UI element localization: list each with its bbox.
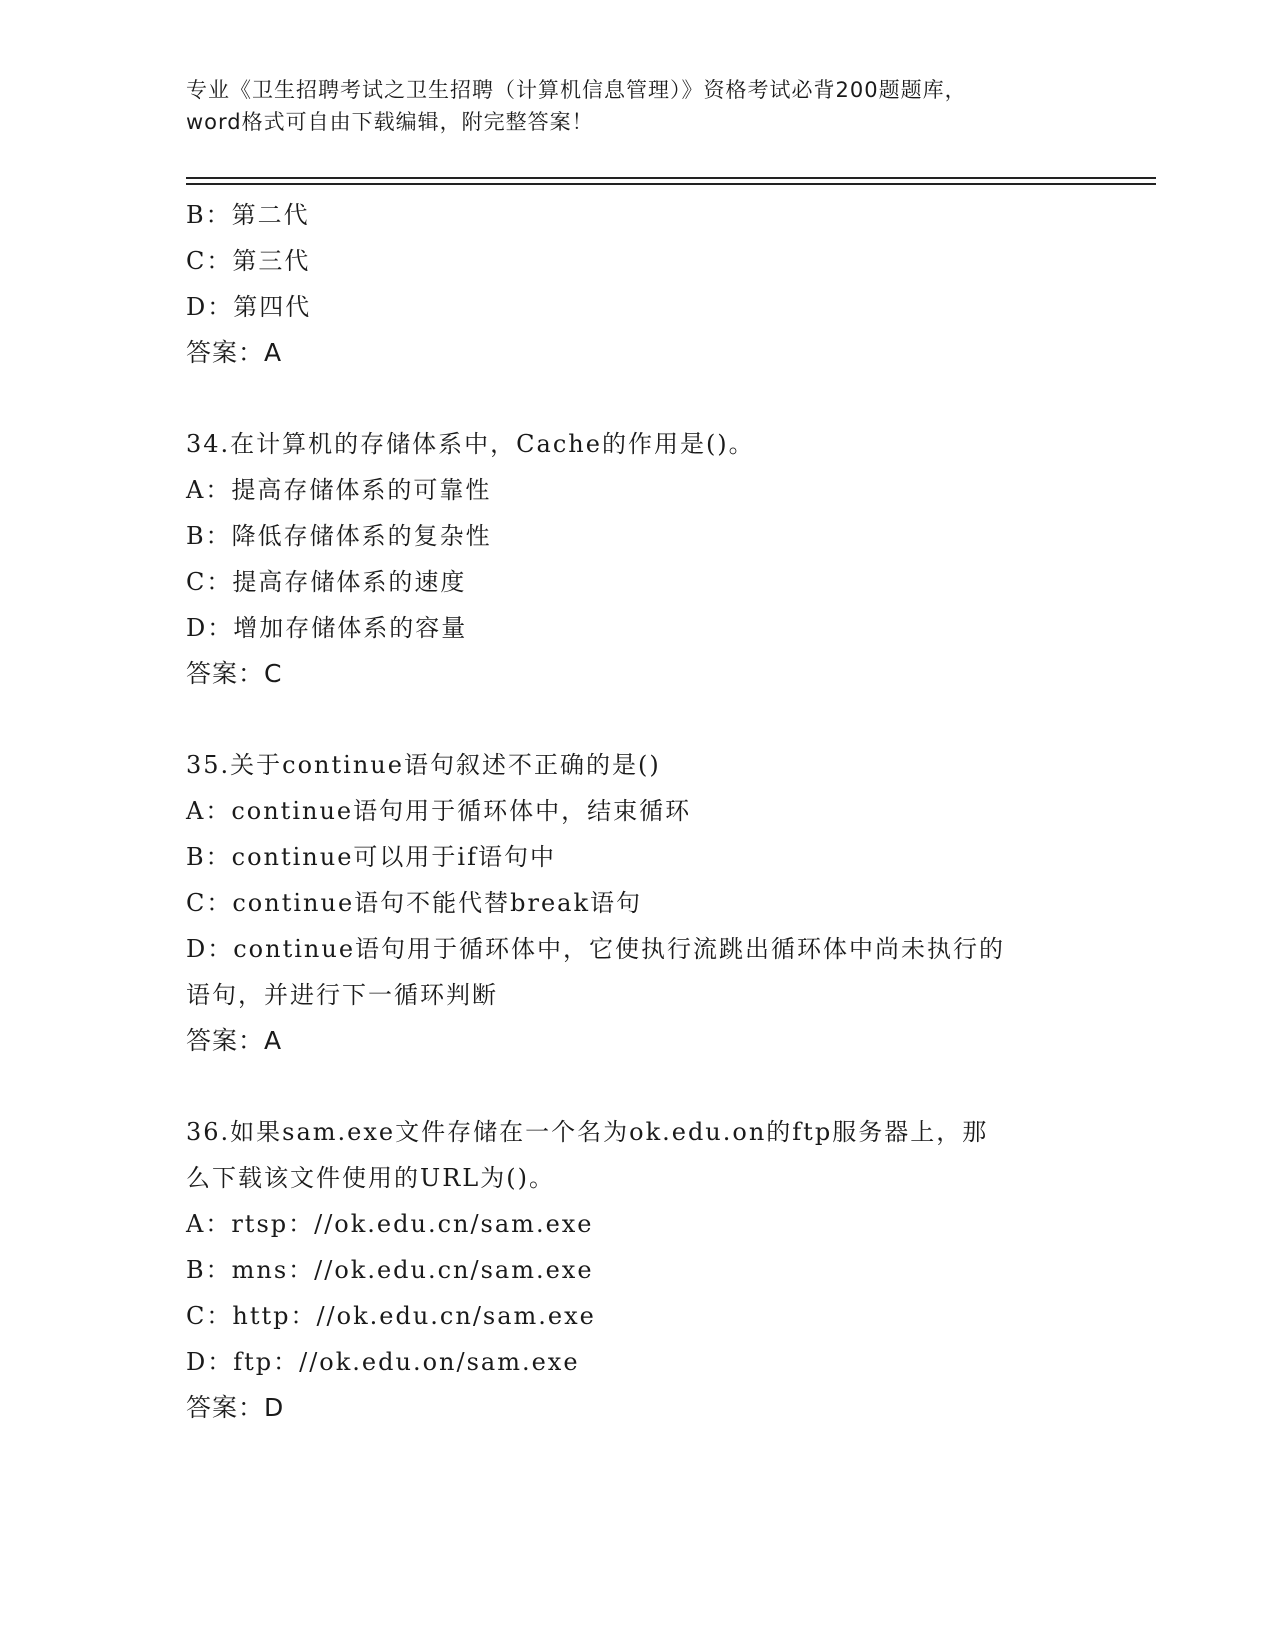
option-b: B：continue可以用于if语句中 [186,843,556,871]
question-stem: 34.在计算机的存储体系中，Cache的作用是()。 [186,430,755,458]
question-stem-line2: 么下载该文件使用的URL为()。 [186,1164,555,1192]
option-d: D：ftp：//ok.edu.on/sam.exe [186,1348,580,1376]
option-d-line2: 语句，并进行下一循环判断 [186,981,498,1009]
spacer [186,376,1086,421]
question-34 [186,421,1086,697]
question-stem: 35.关于continue语句叙述不正确的是() [186,751,661,779]
option-a: A：rtsp：//ok.edu.cn/sam.exe [186,1210,594,1238]
question-36 [186,1109,1086,1431]
option-a: A：continue语句用于循环体中，结束循环 [186,797,692,825]
option-c: C：第三代 [186,247,311,275]
option-c: C：continue语句不能代替break语句 [186,889,643,917]
question-list [186,192,1086,1431]
question-35 [186,742,1086,1064]
spacer [186,697,1086,742]
option-b: B：降低存储体系的复杂性 [186,522,492,550]
question-stem-line1: 36.如果sam.exe文件存储在一个名为ok.edu.on的ftp服务器上，那 [186,1118,989,1146]
option-d: D：第四代 [186,293,312,321]
answer-line: 答案：A [186,1026,283,1055]
header-title-line1: 专业《卫生招聘考试之卫生招聘（计算机信息管理）》资格考试必背200题题库， [186,78,967,102]
option-b: B：mns：//ok.edu.cn/sam.exe [186,1256,594,1284]
option-c: C：提高存储体系的速度 [186,568,467,596]
option-b: B：第二代 [186,201,310,229]
answer-line: 答案：D [186,1393,285,1422]
answer-line: 答案：A [186,338,283,367]
option-d-line1: D：continue语句用于循环体中，它使执行流跳出循环体中尚未执行的 [186,935,1006,963]
question-33-continued [186,192,1086,376]
header-divider-thin [186,183,1156,185]
document-header [186,74,1086,138]
option-a: A：提高存储体系的可靠性 [186,476,492,504]
answer-line: 答案：C [186,659,283,688]
option-c: C：http：//ok.edu.cn/sam.exe [186,1302,596,1330]
header-title-line2: word格式可自由下载编辑，附完整答案！ [186,110,594,134]
option-d: D：增加存储体系的容量 [186,614,468,642]
header-divider-thick [186,177,1156,179]
spacer [186,1064,1086,1109]
